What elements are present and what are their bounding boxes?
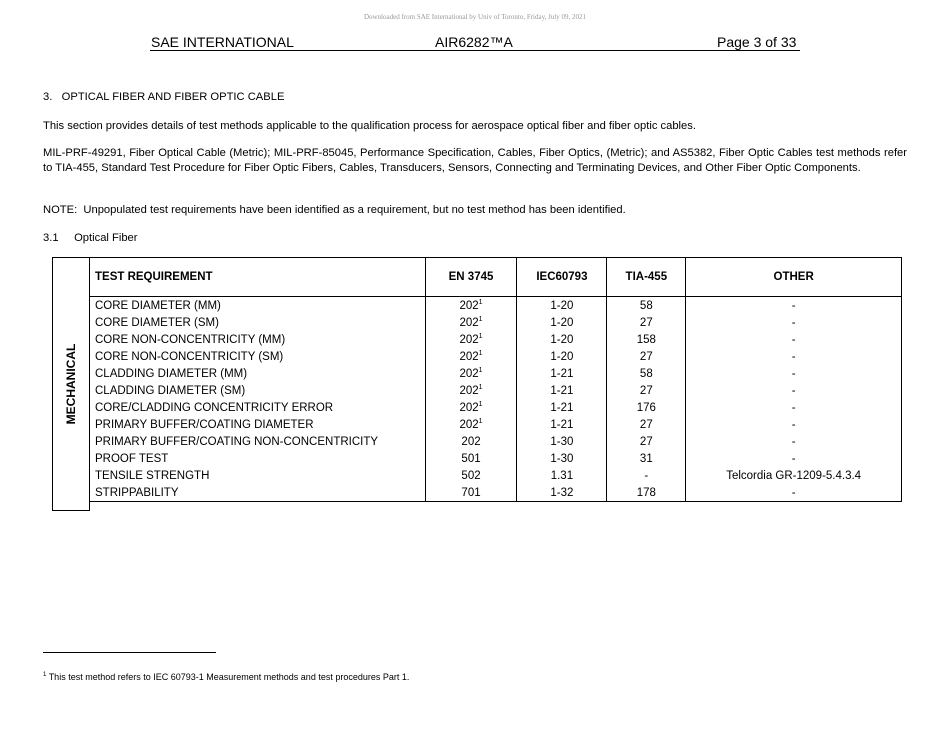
cell-en3745 <box>425 467 517 484</box>
footnote-ref: 1 <box>478 332 483 340</box>
cell-en3745 <box>425 399 517 416</box>
footnote-ref: 1 <box>478 417 483 425</box>
en3745-value: 502 <box>461 469 481 482</box>
cell-test-requirement: CORE DIAMETER (SM) <box>53 314 426 331</box>
cell-iec60793: 1-21 <box>517 416 607 433</box>
col-header-other: OTHER <box>686 258 902 297</box>
cell-tia455: 27 <box>607 416 686 433</box>
cell-iec60793: 1-32 <box>517 484 607 502</box>
cell-other: Telcordia GR-1209-5.4.3.4 <box>686 467 902 484</box>
cell-iec60793: 1-21 <box>517 399 607 416</box>
cell-en3745 <box>425 433 517 450</box>
en3745-value: 202 <box>459 350 479 363</box>
footnote <box>43 672 409 682</box>
section-note: NOTE: Unpopulated test requirements have been identified as a requirement, but no test method has been identified. <box>43 204 626 216</box>
cell-test-requirement: PRIMARY BUFFER/COATING DIAMETER <box>53 416 426 433</box>
header-underline <box>150 50 800 51</box>
table-row <box>53 314 902 331</box>
en3745-value: 202 <box>459 299 479 312</box>
cell-test-requirement: CORE NON-CONCENTRICITY (MM) <box>53 331 426 348</box>
section-intro: This section provides details of test methods applicable to the qualification process for aerospace optical fiber and fiber optic cables. <box>43 120 696 132</box>
cell-iec60793: 1-20 <box>517 348 607 365</box>
cell-tia455: 27 <box>607 314 686 331</box>
cell-iec60793: 1-21 <box>517 382 607 399</box>
table-row <box>53 416 902 433</box>
cell-test-requirement: STRIPPABILITY <box>53 484 426 502</box>
cell-en3745 <box>425 365 517 382</box>
cell-other: - <box>686 314 902 331</box>
category-label: MECHANICAL <box>64 343 78 425</box>
footnote-ref: 1 <box>478 366 483 374</box>
section-heading: 3. OPTICAL FIBER AND FIBER OPTIC CABLE <box>43 91 285 103</box>
cell-test-requirement: PROOF TEST <box>53 450 426 467</box>
en3745-value: 501 <box>461 452 481 465</box>
cell-test-requirement: CLADDING DIAMETER (MM) <box>53 365 426 382</box>
table-row <box>53 433 902 450</box>
cell-en3745 <box>425 348 517 365</box>
cell-other: - <box>686 416 902 433</box>
en3745-value: 202 <box>459 418 479 431</box>
cell-en3745 <box>425 331 517 348</box>
footnote-ref: 1 <box>478 349 483 357</box>
cell-en3745 <box>425 484 517 502</box>
cell-other: - <box>686 484 902 502</box>
table-header-row <box>53 258 902 297</box>
cell-tia455: 158 <box>607 331 686 348</box>
col-header-test-requirement: TEST REQUIREMENT <box>53 258 426 297</box>
footnote-marker: 1 <box>43 672 47 678</box>
header-doc-id: AIR6282™A <box>435 34 513 50</box>
cell-iec60793: 1-21 <box>517 365 607 382</box>
download-watermark: Downloaded from SAE International by Univ of Toronto, Friday, July 09, 2021 <box>363 13 587 21</box>
cell-other: - <box>686 399 902 416</box>
en3745-value: 202 <box>459 384 479 397</box>
header-page-number: Page 3 of 33 <box>717 34 797 50</box>
table-row <box>53 297 902 315</box>
footnote-ref: 1 <box>478 400 483 408</box>
category-cell <box>52 257 90 511</box>
cell-other: - <box>686 331 902 348</box>
footnote-text: This test method refers to IEC 60793-1 Measurement methods and test procedures Part 1. <box>48 672 410 682</box>
col-header-en3745: EN 3745 <box>425 258 517 297</box>
cell-en3745 <box>425 297 517 315</box>
cell-test-requirement: CORE DIAMETER (MM) <box>53 297 426 315</box>
table-row <box>53 348 902 365</box>
cell-iec60793: 1.31 <box>517 467 607 484</box>
table-row <box>53 484 902 502</box>
en3745-value: 202 <box>461 435 481 448</box>
footnote-ref: 1 <box>478 298 483 306</box>
cell-tia455: 178 <box>607 484 686 502</box>
cell-tia455: - <box>607 467 686 484</box>
cell-iec60793: 1-20 <box>517 331 607 348</box>
cell-tia455: 176 <box>607 399 686 416</box>
en3745-value: 701 <box>461 486 481 499</box>
table-row <box>53 467 902 484</box>
cell-other: - <box>686 365 902 382</box>
cell-test-requirement: TENSILE STRENGTH <box>53 467 426 484</box>
en3745-value: 202 <box>459 316 479 329</box>
cell-test-requirement: CORE/CLADDING CONCENTRICITY ERROR <box>53 399 426 416</box>
subsection-heading: 3.1 Optical Fiber <box>43 232 138 244</box>
en3745-value: 202 <box>459 367 479 380</box>
cell-test-requirement: PRIMARY BUFFER/COATING NON-CONCENTRICITY <box>53 433 426 450</box>
cell-en3745 <box>425 416 517 433</box>
table-row <box>53 365 902 382</box>
section-standards-paragraph: MIL-PRF-49291, Fiber Optical Cable (Metric); MIL-PRF-85045, Performance Specification, Cables, Fiber Optics, (Metric); and AS5382, Fiber Optic Cables test methods refer to TIA-455, Standard Test Procedure for Fiber Optic Fibers, Cables, Transducers, Sensors, Connecting and Terminating Devices, and Other Fiber Optic Components. <box>43 147 907 174</box>
footnote-separator <box>43 652 216 653</box>
cell-tia455: 31 <box>607 450 686 467</box>
col-header-tia455: TIA-455 <box>607 258 686 297</box>
cell-en3745 <box>425 382 517 399</box>
cell-iec60793: 1-30 <box>517 433 607 450</box>
test-requirements-table <box>52 257 902 502</box>
footnote-ref: 1 <box>478 383 483 391</box>
cell-tia455: 27 <box>607 433 686 450</box>
cell-tia455: 27 <box>607 348 686 365</box>
cell-en3745 <box>425 314 517 331</box>
cell-other: - <box>686 450 902 467</box>
cell-other: - <box>686 433 902 450</box>
table-row <box>53 450 902 467</box>
table-row <box>53 382 902 399</box>
footnote-ref: 1 <box>478 315 483 323</box>
header-org: SAE INTERNATIONAL <box>151 34 294 50</box>
cell-other: - <box>686 297 902 315</box>
cell-other: - <box>686 348 902 365</box>
table-row <box>53 331 902 348</box>
cell-iec60793: 1-20 <box>517 314 607 331</box>
cell-tia455: 58 <box>607 365 686 382</box>
cell-other: - <box>686 382 902 399</box>
en3745-value: 202 <box>459 333 479 346</box>
col-header-iec60793: IEC60793 <box>517 258 607 297</box>
cell-tia455: 27 <box>607 382 686 399</box>
cell-en3745 <box>425 450 517 467</box>
cell-tia455: 58 <box>607 297 686 315</box>
cell-test-requirement: CORE NON-CONCENTRICITY (SM) <box>53 348 426 365</box>
en3745-value: 202 <box>459 401 479 414</box>
cell-test-requirement: CLADDING DIAMETER (SM) <box>53 382 426 399</box>
table-row <box>53 399 902 416</box>
cell-iec60793: 1-20 <box>517 297 607 315</box>
cell-iec60793: 1-30 <box>517 450 607 467</box>
